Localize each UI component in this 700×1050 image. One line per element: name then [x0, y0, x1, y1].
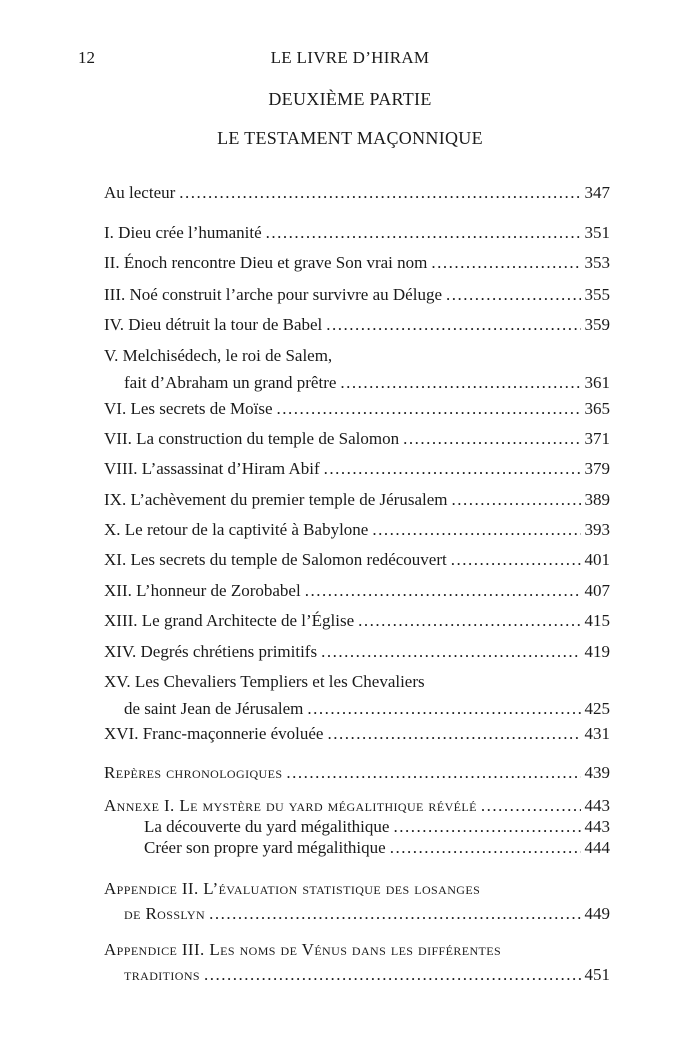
toc-entry-page: 401	[584, 550, 610, 569]
toc-entry-label: XII. L’honneur de Zorobabel	[104, 581, 301, 600]
toc-entry-label: La découverte du yard mégalithique	[144, 817, 390, 836]
toc-entry-chapter-8[interactable]	[104, 456, 610, 481]
dot-leader	[481, 795, 581, 816]
dot-leader	[204, 962, 581, 987]
toc-entry-label-line-2: traditions	[124, 965, 200, 984]
toc-entry-label-line-1: Appendice II. L’évaluation statistique des losanges	[104, 879, 481, 898]
dot-leader	[446, 282, 581, 307]
toc-entry-au-lecteur[interactable]	[104, 180, 610, 205]
toc-entry-page: 351	[584, 223, 610, 242]
toc-entry-chapter-9[interactable]	[104, 487, 610, 512]
toc-entry-label: VIII. L’assassinat d’Hiram Abif	[104, 459, 320, 478]
toc-entry-page: 449	[584, 904, 610, 923]
toc-entry-label-line-2: de Rosslyn	[124, 904, 206, 923]
toc-entry-label: XI. Les secrets du temple de Salomon redécouvert	[104, 550, 447, 569]
toc-entry-label: XIV. Degrés chrétiens primitifs	[104, 642, 318, 661]
dot-leader	[179, 180, 580, 205]
toc-entry-page: 359	[584, 315, 610, 334]
toc-entry-label: Créer son propre yard mégalithique	[144, 838, 386, 857]
toc-entry-label-line-2: fait d’Abraham un grand prêtre	[124, 373, 337, 392]
toc-entry-chapter-14[interactable]	[104, 639, 610, 664]
toc-entry-appendice-3[interactable]	[104, 937, 610, 987]
part-title: DEUXIÈME PARTIE	[268, 89, 432, 109]
dot-leader	[403, 426, 580, 451]
toc-entry-label: VII. La construction du temple de Salomon	[104, 429, 400, 448]
toc-entry-page: 393	[584, 520, 610, 539]
toc-entry-label: IV. Dieu détruit la tour de Babel	[104, 315, 323, 334]
toc-entry-page: 371	[584, 429, 610, 448]
section-title: LE TESTAMENT MAÇONNIQUE	[217, 128, 483, 148]
toc-entry-page: 407	[584, 581, 610, 600]
toc-entry-label: IX. L’achèvement du premier temple de Jérusalem	[104, 490, 448, 509]
dot-leader	[324, 456, 581, 481]
toc-entry-page: 389	[584, 490, 610, 509]
toc-entry-page: 347	[584, 183, 610, 202]
toc-entry-chapter-5[interactable]	[104, 343, 610, 397]
toc-entry-page: 443	[584, 796, 610, 815]
toc-entry-chapter-15[interactable]	[104, 669, 610, 723]
toc-entry-chapter-11[interactable]	[104, 547, 610, 572]
toc-entry-page: 439	[584, 763, 610, 782]
toc-entry-reperes-chronologiques[interactable]	[104, 760, 610, 785]
dot-leader	[452, 487, 581, 512]
toc-entry-label: Repères chronologiques	[104, 763, 283, 782]
dot-leader	[305, 578, 581, 603]
toc-entry-label-line-1: Appendice III. Les noms de Vénus dans les différentes	[104, 940, 502, 959]
toc-entry-page: 444	[584, 838, 610, 857]
toc-entry-label: X. Le retour de la captivité à Babylone	[104, 520, 369, 539]
dot-leader	[321, 639, 580, 664]
toc-entry-label: III. Noé construit l’arche pour survivre au Déluge	[104, 285, 442, 304]
toc-entry-chapter-2[interactable]	[104, 250, 610, 275]
toc-entry-annexe-1-sub-1[interactable]	[104, 816, 610, 837]
toc-entry-label-line-1: XV. Les Chevaliers Templiers et les Chevaliers	[104, 672, 425, 691]
toc-entry-annexe-1-sub-2[interactable]	[104, 837, 610, 858]
toc-entry-appendice-2[interactable]	[104, 876, 610, 926]
toc-entry-chapter-10[interactable]	[104, 517, 610, 542]
dot-leader	[307, 694, 580, 723]
toc-entry-page: 431	[584, 724, 610, 743]
toc-entry-label-line-1: V. Melchisédech, le roi de Salem,	[104, 346, 333, 365]
dot-leader	[266, 220, 581, 245]
toc-entry-label: Annexe I. Le mystère du yard mégalithique révélé	[104, 796, 477, 815]
toc-entry-chapter-16[interactable]	[104, 721, 610, 746]
toc-entry-page: 355	[584, 285, 610, 304]
toc-entry-label: VI. Les secrets de Moïse	[104, 399, 273, 418]
toc-entry-page: 365	[584, 399, 610, 418]
dot-leader	[277, 396, 581, 421]
toc-entry-chapter-12[interactable]	[104, 578, 610, 603]
dot-leader	[326, 312, 580, 337]
toc-entry-chapter-1[interactable]	[104, 220, 610, 245]
toc-entry-page: 425	[584, 699, 610, 718]
toc-entry-page: 415	[584, 611, 610, 630]
toc-entry-label: XIII. Le grand Architecte de l’Église	[104, 611, 355, 630]
toc-entry-label-line-2: de saint Jean de Jérusalem	[124, 699, 304, 718]
dot-leader	[340, 368, 580, 397]
toc-entry-chapter-7[interactable]	[104, 426, 610, 451]
toc-entry-page: 451	[584, 965, 610, 984]
toc-entry-chapter-6[interactable]	[104, 396, 610, 421]
toc-entry-page: 361	[584, 373, 610, 392]
dot-leader	[372, 517, 580, 542]
toc-entry-page: 419	[584, 642, 610, 661]
toc-entry-chapter-13[interactable]	[104, 608, 610, 633]
toc-entry-chapter-3[interactable]	[104, 282, 610, 307]
dot-leader	[286, 760, 580, 785]
toc-entry-label: XVI. Franc-maçonnerie évoluée	[104, 724, 324, 743]
dot-leader	[393, 816, 580, 837]
toc-entry-label: I. Dieu crée l’humanité	[104, 223, 262, 242]
dot-leader	[390, 837, 581, 858]
running-head: LE LIVRE D’HIRAM	[270, 48, 430, 67]
dot-leader	[451, 547, 581, 572]
toc-entry-label: II. Énoch rencontre Dieu et grave Son vrai nom	[104, 253, 428, 272]
toc-entry-chapter-4[interactable]	[104, 312, 610, 337]
toc-entry-page: 379	[584, 459, 610, 478]
page-number: 12	[78, 48, 95, 67]
toc-entry-label: Au lecteur	[104, 183, 176, 202]
dot-leader	[327, 721, 580, 746]
toc-entry-page: 443	[584, 817, 610, 836]
dot-leader	[431, 250, 580, 275]
dot-leader	[358, 608, 580, 633]
toc-entry-page: 353	[584, 253, 610, 272]
dot-leader	[209, 901, 580, 926]
toc-entry-annexe-1[interactable]	[104, 795, 610, 816]
